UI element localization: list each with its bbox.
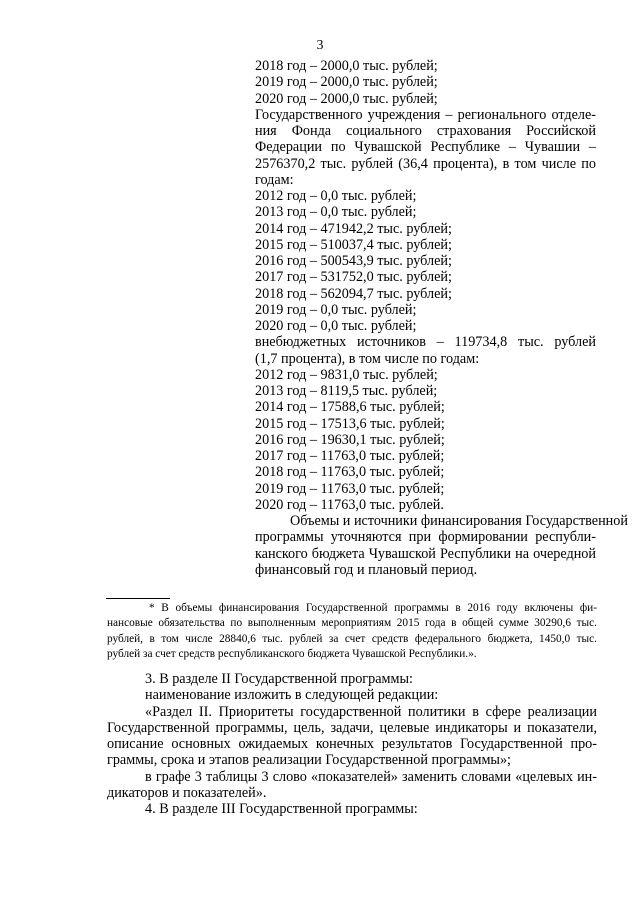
closing-paragraph-line: программы уточняются при формировании республи- [255,529,596,546]
funding-line: 2020 год – 0,0 тыс. рублей; [255,318,417,334]
footnote-line: рублей за счет средств республиканского бюджета Чувашской Республики.». [107,647,477,660]
funding-line: 2013 год – 8119,5 тыс. рублей; [255,383,438,399]
funding-line: 2012 год – 0,0 тыс. рублей; [255,188,417,204]
fss-paragraph-line: 2576370,2 тыс. рублей (36,4 процента), в том числе по [255,155,596,172]
funding-line: 2016 год – 19630,1 тыс. рублей; [255,431,445,448]
funding-line: 2014 год – 471942,2 тыс. рублей; [255,220,452,237]
funding-line: 2013 год – 0,0 тыс. рублей; [255,204,417,221]
funding-line: 2014 год – 17588,6 тыс. рублей; [255,399,445,416]
funding-line: 2020 год – 2000,0 тыс. рублей; [255,90,438,107]
funding-line: 2018 год – 2000,0 тыс. рублей; [255,58,438,74]
funding-line: 2019 год – 2000,0 тыс. рублей; [255,74,438,91]
funding-line: 2012 год – 9831,0 тыс. рублей; [255,366,438,383]
item-3-intro: наименование изложить в следующей редакции: [145,687,439,704]
item-4-heading: 4. В разделе III Государственной программы: [145,801,418,817]
funding-line: 2017 год – 531752,0 тыс. рублей; [255,269,452,286]
footnote-line: рублей, в том числе 28840,6 тыс. рублей за счет средств федерального бюджета, 1450,0 тыс. [107,632,597,645]
table-note-line: дикаторов и показателей». [107,784,267,801]
funding-column [255,58,628,578]
section-title-line: граммы, срока и этапов реализации Государственной программы»; [107,752,511,769]
section-title-line: Государственной программы, цель, задачи, целевые индикаторы и показатели, [107,719,597,736]
item-3-heading: 3. В разделе II Государственной программы: [145,671,413,687]
funding-line: 2019 год – 11763,0 тыс. рублей; [255,480,445,497]
funding-line: 2017 год – 11763,0 тыс. рублей; [255,448,445,464]
funding-line: 2019 год – 0,0 тыс. рублей; [255,301,417,318]
fss-paragraph-line: Государственного учреждения – регионального отделе- [255,106,596,123]
fss-paragraph-line: Федерации по Чувашской Республике – Чувашии – [255,139,596,156]
table-note-line: в графе 3 таблицы 3 слово «показателей» заменить словами «целевых ин- [145,768,597,785]
closing-paragraph-line: финансовый год и плановый период. [255,561,478,578]
fss-paragraph-line: годам: [255,171,294,188]
funding-line: 2020 год – 11763,0 тыс. рублей. [255,496,444,513]
footnote-line: нансовые обязательства по выполненным мероприятиям 2015 года в общей сумме 30290,6 тыс. [107,617,597,630]
funding-line: 2018 год – 562094,7 тыс. рублей; [255,285,452,302]
closing-paragraph-line: канского бюджета Чувашской Республики на очередной [255,545,596,562]
footnote [107,601,597,662]
funding-line: 2015 год – 17513,6 тыс. рублей; [255,415,445,432]
closing-paragraph-line: Объемы и источники финансирования Государственной [290,513,628,529]
offbudget-paragraph-line: внебюджетных источников – 119734,8 тыс. рублей [255,334,596,351]
fss-paragraph-line: ния Фонда социального страхования Российской [255,123,596,139]
funding-line: 2015 год – 510037,4 тыс. рублей; [255,236,452,253]
page-number: 3 [316,38,324,53]
footnote-line: * В объемы финансирования Государственной программы в 2016 году включены фи- [149,602,597,614]
funding-line: 2016 год – 500543,9 тыс. рублей; [255,253,452,269]
section-title-line: описание основных ожидаемых конечных результатов Государственной про- [107,736,597,752]
main-text [107,671,597,817]
section-title-line: «Раздел II. Приоритеты государственной политики в сфере реализации [145,703,597,720]
funding-line: 2018 год – 11763,0 тыс. рублей; [255,464,445,481]
offbudget-paragraph-line: (1,7 процента), в том числе по годам: [255,350,480,367]
footnote-separator [106,598,170,599]
